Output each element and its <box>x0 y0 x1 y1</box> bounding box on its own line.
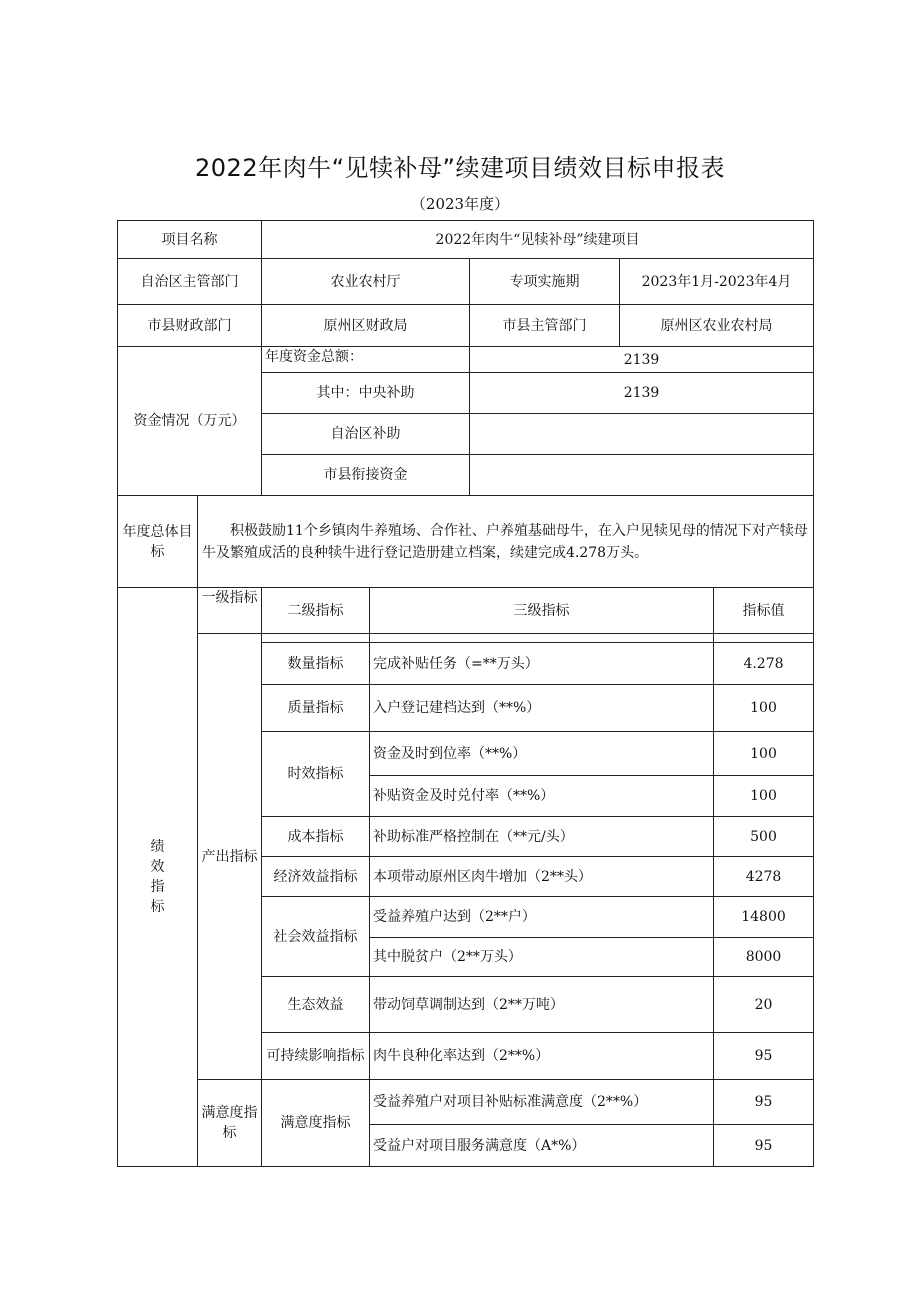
page-subtitle: （2023年度） <box>410 195 510 213</box>
indicator-value: 14800 <box>714 897 814 938</box>
row-dept <box>118 259 814 305</box>
indicator-value: 4278 <box>714 857 814 897</box>
level3-item: 肉牛良种化率达到（2**%） <box>370 1033 714 1080</box>
goal-text: 积极鼓励11个乡镇肉牛养殖场、合作社、户养殖基础母牛，在入户见犊见母的情况下对产犊母牛及繁殖成活的良种犊牛进行登记造册建立档案，续建完成4.278万头。 <box>202 522 808 561</box>
funds-county-label: 市县衔接资金 <box>262 455 470 496</box>
header-level2: 二级指标 <box>262 588 370 634</box>
gap-level3 <box>370 634 714 643</box>
county-dept-value: 原州区农业农村局 <box>620 305 814 347</box>
level2-satisfaction: 满意度指标 <box>262 1080 370 1167</box>
level2-economic: 经济效益指标 <box>262 857 370 897</box>
level3-item: 带动饲草调制达到（2**万吨） <box>370 977 714 1033</box>
county-dept-label: 市县主管部门 <box>470 305 620 347</box>
level2-quality: 质量指标 <box>262 685 370 732</box>
indicators-label-cell <box>118 588 198 1167</box>
level3-item: 受益养殖户对项目补贴标准满意度（2**%） <box>370 1080 714 1125</box>
indicator-value: 95 <box>714 1125 814 1167</box>
gap-level2 <box>262 634 370 643</box>
indicator-value: 500 <box>714 817 814 857</box>
level2-cost: 成本指标 <box>262 817 370 857</box>
performance-goal-table <box>117 220 814 1167</box>
header-level1: 一级指标 <box>198 588 262 634</box>
row-funds-total <box>118 347 814 373</box>
level3-item: 完成补贴任务（=**万头） <box>370 643 714 685</box>
indicator-value: 8000 <box>714 938 814 977</box>
level3-item: 补贴资金及时兑付率（**%） <box>370 776 714 817</box>
funds-county-value <box>470 455 814 496</box>
level3-item: 补助标准严格控制在（**元/头） <box>370 817 714 857</box>
level3-item: 入户登记建档达到（**%） <box>370 685 714 732</box>
period-value: 2023年1月-2023年4月 <box>620 259 814 305</box>
page-title: 2022年肉牛“见犊补母”续建项目绩效目标申报表 <box>195 154 725 182</box>
finance-label: 市县财政部门 <box>118 305 262 347</box>
table-row <box>118 1080 814 1125</box>
header-value: 指标值 <box>714 588 814 634</box>
indicators-label: 绩效指标 <box>150 839 165 915</box>
level2-sustainable: 可持续影响指标 <box>262 1033 370 1080</box>
level3-item: 受益户对项目服务满意度（A*%） <box>370 1125 714 1167</box>
funds-region-value <box>470 414 814 455</box>
project-name-value: 2022年肉牛“见犊补母”续建项目 <box>262 221 814 259</box>
indicator-value: 100 <box>714 685 814 732</box>
output-label: 产出指标 <box>198 634 262 1080</box>
level3-item: 受益养殖户达到（2**户） <box>370 897 714 938</box>
funds-central-label: 其中：中央补助 <box>262 373 470 414</box>
indicator-value: 100 <box>714 732 814 776</box>
level2-ecological: 生态效益 <box>262 977 370 1033</box>
row-indicator-header <box>118 588 814 634</box>
row-annual-goal <box>118 496 814 588</box>
dept-label: 自治区主管部门 <box>118 259 262 305</box>
funds-total-label: 年度资金总额： <box>262 347 470 373</box>
goal-label: 年度总体目标 <box>118 496 198 588</box>
goal-cell <box>198 496 814 588</box>
gap-value <box>714 634 814 643</box>
level2-social: 社会效益指标 <box>262 897 370 977</box>
finance-value: 原州区财政局 <box>262 305 470 347</box>
indicator-value: 4.278 <box>714 643 814 685</box>
funds-label: 资金情况（万元） <box>118 347 262 496</box>
row-finance <box>118 305 814 347</box>
level3-item: 资金及时到位率（**%） <box>370 732 714 776</box>
indicator-value: 20 <box>714 977 814 1033</box>
dept-value: 农业农村厅 <box>262 259 470 305</box>
level2-timeliness: 时效指标 <box>262 732 370 817</box>
project-name-label: 项目名称 <box>118 221 262 259</box>
row-project-name <box>118 221 814 259</box>
level3-item: 其中脱贫户（2**万头） <box>370 938 714 977</box>
header-level3: 三级指标 <box>370 588 714 634</box>
row-gap <box>118 634 814 643</box>
level2-quantity: 数量指标 <box>262 643 370 685</box>
funds-total-value: 2139 <box>470 347 814 373</box>
indicator-value: 95 <box>714 1080 814 1125</box>
satisfaction-label: 满意度指标 <box>198 1080 262 1167</box>
funds-central-value: 2139 <box>470 373 814 414</box>
level3-item: 本项带动原州区肉牛增加（2**头） <box>370 857 714 897</box>
period-label: 专项实施期 <box>470 259 620 305</box>
indicator-value: 100 <box>714 776 814 817</box>
indicator-value: 95 <box>714 1033 814 1080</box>
funds-region-label: 自治区补助 <box>262 414 470 455</box>
